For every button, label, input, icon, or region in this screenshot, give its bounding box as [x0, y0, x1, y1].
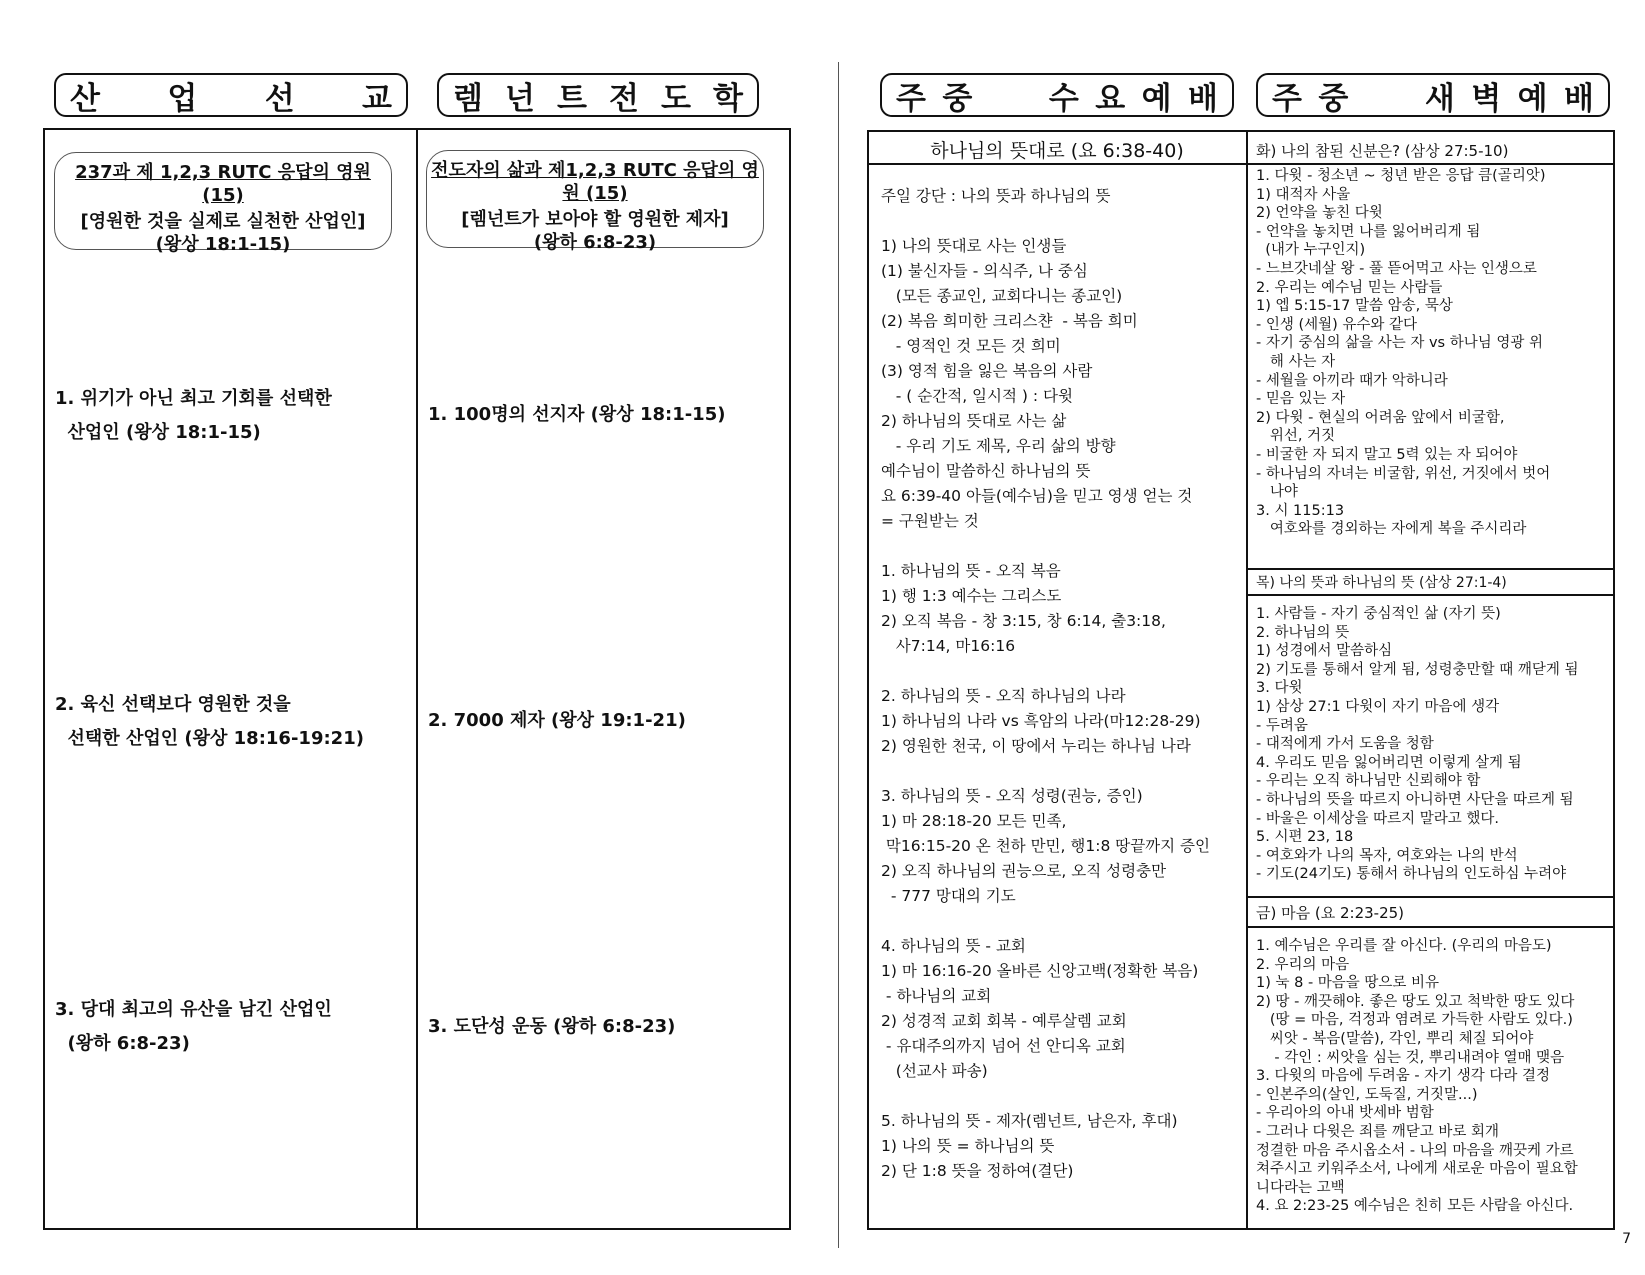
lesson-box-remnant	[426, 150, 764, 253]
header-char: 수	[1048, 80, 1079, 117]
lesson-reference: (왕상 18:1-15)	[155, 234, 291, 255]
lesson-title: 전도자의 삶과 제1,2,3 RUTC 응답의 영원 (15)	[431, 160, 759, 204]
header-char: 벽	[1471, 80, 1502, 117]
industrial-point-1: 1. 위기가 아닌 최고 기회를 선택한 산업인 (왕상 18:1-15)	[55, 388, 332, 443]
tuesday-title: 화) 나의 참된 신분은? (삼상 27:5-10)	[1256, 142, 1509, 160]
header-industrial-mission	[54, 73, 408, 117]
lesson-title: 237과 제 1,2,3 RUTC 응답의 영원 (15)	[75, 162, 371, 206]
header-dawn-worship	[1256, 73, 1610, 117]
wednesday-sermon-title: 하나님의 뜻대로 (요 6:38-40)	[930, 140, 1184, 162]
header-char: 배	[1188, 80, 1218, 117]
lesson-box-industrial	[54, 152, 392, 255]
header-char: 렘	[453, 80, 483, 117]
wed-title-rule	[867, 163, 1247, 165]
header-char: 요	[1095, 80, 1126, 117]
header-char: 업	[167, 80, 198, 117]
header-remnant-evangelism	[437, 73, 759, 117]
wednesday-sermon-body: 주일 강단 : 나의 뜻과 하나님의 뜻 1) 나의 뜻대로 사는 인생들 (1) 불신자들 - 의식주, 나 중심 (모든 종교인, 교회다니는 종교인) (2) 복음 희미한 크리스챤 - 복음 희미 - 영적인 것 모든 것 희미 (3) 영적 힘을 잃은 복음의 사람 - ( 순간적, 일시적 ) : 다윗 2) 하나님의 뜻대로 사는 삶 - 우리 기도 제목, 우리 삶의 방향 예수님이 말씀하신 하나님의 뜻 요 6:39-40 아들(예수님)을 믿고 영생 얻는 것 = 구원받는 것 1. 하나님의 뜻 - 오직 복음 1) 행 1:3 예수는 그리스도 2) 오직 복음 - 창 3:15, 창 6:14, 출3:18, 사7:14, 마16:16 2. 하나님의 뜻 - 오직 하나님의 나라 1) 하나님의 나라 vs 흑암의 나라(마12:28-29) 2) 영원한 천국, 이 땅에서 누리는 하나님 나라 3. 하나님의 뜻 - 오직 성령(권능, 증인) 1) 마 28:18-20 모든 민족, 막16:15-20 온 천하 만민, 행1:8 땅끝까지 증인 2) 오직 하나님의 권능으로, 오직 성령충만 - 777 망대의 기도 4. 하나님의 뜻 - 교회 1) 마 16:16-20 올바른 신앙고백(정확한 복음) - 하나님의 교회 2) 성경적 교회 회복 - 예루살렘 교회 - 유대주의까지 넘어 선 안디옥 교회 (선교사 파송) 5. 하나님의 뜻 - 제자(렘넌트, 남은자, 후대) 1) 나의 뜻 = 하나님의 뜻 2) 단 1:8 뜻을 정하여(결단)	[881, 187, 1210, 1180]
tue-title-rule	[1246, 163, 1615, 165]
header-char: 중	[942, 80, 973, 117]
left-table-divider	[416, 128, 418, 1230]
header-char: 선	[264, 80, 295, 117]
header-char: 넌	[505, 80, 535, 117]
header-char: 예	[1141, 80, 1172, 117]
friday-body: 1. 예수님은 우리를 잘 아신다. (우리의 마음도) 2. 우리의 마음 1) 눅 8 - 마음을 땅으로 비유 2) 땅 - 깨끗해야. 좋은 땅도 있고 척박한 땅도 있다 (땅 = 마음, 걱정과 염려로 가득한 사람도 있다.) 씨앗 - 복음(말씀), 각인, 뿌리 체질 되어야 - 각인 : 씨앗을 심는 것, 뿌리내려야 열매 맺음 3. 다윗의 마음에 두려움 - 자기 생각 다라 결정 - 인본주의(살인, 도둑질, 거짓말...) - 우리아의 아내 밧세바 범함 - 그러나 다윗은 죄를 깨닫고 바로 회개 정결한 마음 주시옵소서 - 나의 마음을 깨끗케 가르 쳐주시고 키워주소서, 나에게 새로운 마음이 필요합 니다라는 고백 4. 요 2:23-25 예수님은 친히 모든 사람을 아신다.	[1256, 938, 1578, 1215]
remnant-point-2: 2. 7000 제자 (왕상 19:1-21)	[428, 710, 686, 731]
lesson-subtitle: [렘넌트가 보아야 할 영원한 제자]	[461, 209, 729, 230]
header-char: 도	[661, 80, 691, 117]
header-char: 트	[557, 80, 587, 117]
fri-title-rule	[1246, 926, 1615, 928]
header-char: 학	[713, 80, 743, 117]
header-char: 전	[609, 80, 639, 117]
header-char: 교	[362, 80, 392, 117]
thursday-body: 1. 사람들 - 자기 중심적인 삶 (자기 뜻) 2. 하나님의 뜻 1) 성경에서 말씀하심 2) 기도를 통해서 알게 됨, 성령충만할 때 깨닫게 됨 3. 다윗 1) 삼상 27:1 다윗이 자기 마음에 생각 - 두려움 - 대적에게 가서 도움을 청함 4. 우리도 믿음 잃어버리면 이렇게 살게 됨 - 우리는 오직 하나님만 신뢰해야 함 - 하나님의 뜻을 따르지 아니하면 사단을 따르게 됨 - 바울은 이세상을 따르지 말라고 했다. 5. 시편 23, 18 - 여호와가 나의 목자, 여호와는 나의 반석 - 기도(24기도) 통해서 하나님의 인도하심 누려야	[1256, 606, 1579, 883]
thu-title-rule	[1246, 594, 1615, 596]
lesson-subtitle: [영원한 것을 실제로 실천한 산업인]	[80, 211, 366, 232]
remnant-point-1: 1. 100명의 선지자 (왕상 18:1-15)	[428, 404, 726, 425]
lesson-reference: (왕하 6:8-23)	[533, 232, 657, 253]
page-number: 7	[1622, 1231, 1631, 1247]
header-char: 주	[896, 80, 926, 117]
header-char: 중	[1318, 80, 1349, 117]
header-char: 예	[1517, 80, 1548, 117]
right-table-divider	[1246, 130, 1248, 1230]
friday-title: 금) 마음 (요 2:23-25)	[1256, 904, 1405, 922]
thu-top-rule	[1246, 568, 1615, 570]
industrial-point-3: 3. 당대 최고의 유산을 남긴 산업인 (왕하 6:8-23)	[55, 999, 332, 1054]
header-char: 주	[1272, 80, 1302, 117]
header-char: 새	[1424, 80, 1455, 117]
header-char: 산	[70, 80, 100, 117]
header-char: 배	[1564, 80, 1594, 117]
header-wednesday-worship	[880, 73, 1234, 117]
fri-top-rule	[1246, 896, 1615, 898]
industrial-point-2: 2. 육신 선택보다 영원한 것을 선택한 산업인 (왕상 18:16-19:21)	[55, 694, 364, 749]
tuesday-body: 1. 다윗 - 청소년 ~ 청년 받은 응답 큼(골리앗) 1) 대적자 사울 2) 언약을 놓친 다윗 - 언약을 놓치면 나를 잃어버리게 됨 (내가 누구인지) - 느브갓네살 왕 - 풀 뜯어먹고 사는 인생으로 2. 우리는 예수님 믿는 사람들 1) 엡 5:15-17 말씀 암송, 묵상 - 인생 (세월) 유수와 같다 - 자기 중심의 삶을 사는 자 vs 하나님 영광 위 해 사는 자 - 세월을 아끼라 때가 악하니라 - 믿음 있는 자 2) 다윗 - 현실의 어려움 앞에서 비굴함, 위선, 거짓 - 비굴한 자 되지 말고 5력 있는 자 되어야 - 하나님의 자녀는 비굴함, 위선, 거짓에서 벗어 나야 3. 시 115:13 여호와를 경외하는 자에게 복을 주시리라	[1256, 168, 1551, 538]
thursday-title: 목) 나의 뜻과 하나님의 뜻 (삼상 27:1-4)	[1256, 575, 1507, 591]
page-fold-line	[838, 62, 839, 1248]
remnant-point-3: 3. 도단성 운동 (왕하 6:8-23)	[428, 1016, 676, 1037]
